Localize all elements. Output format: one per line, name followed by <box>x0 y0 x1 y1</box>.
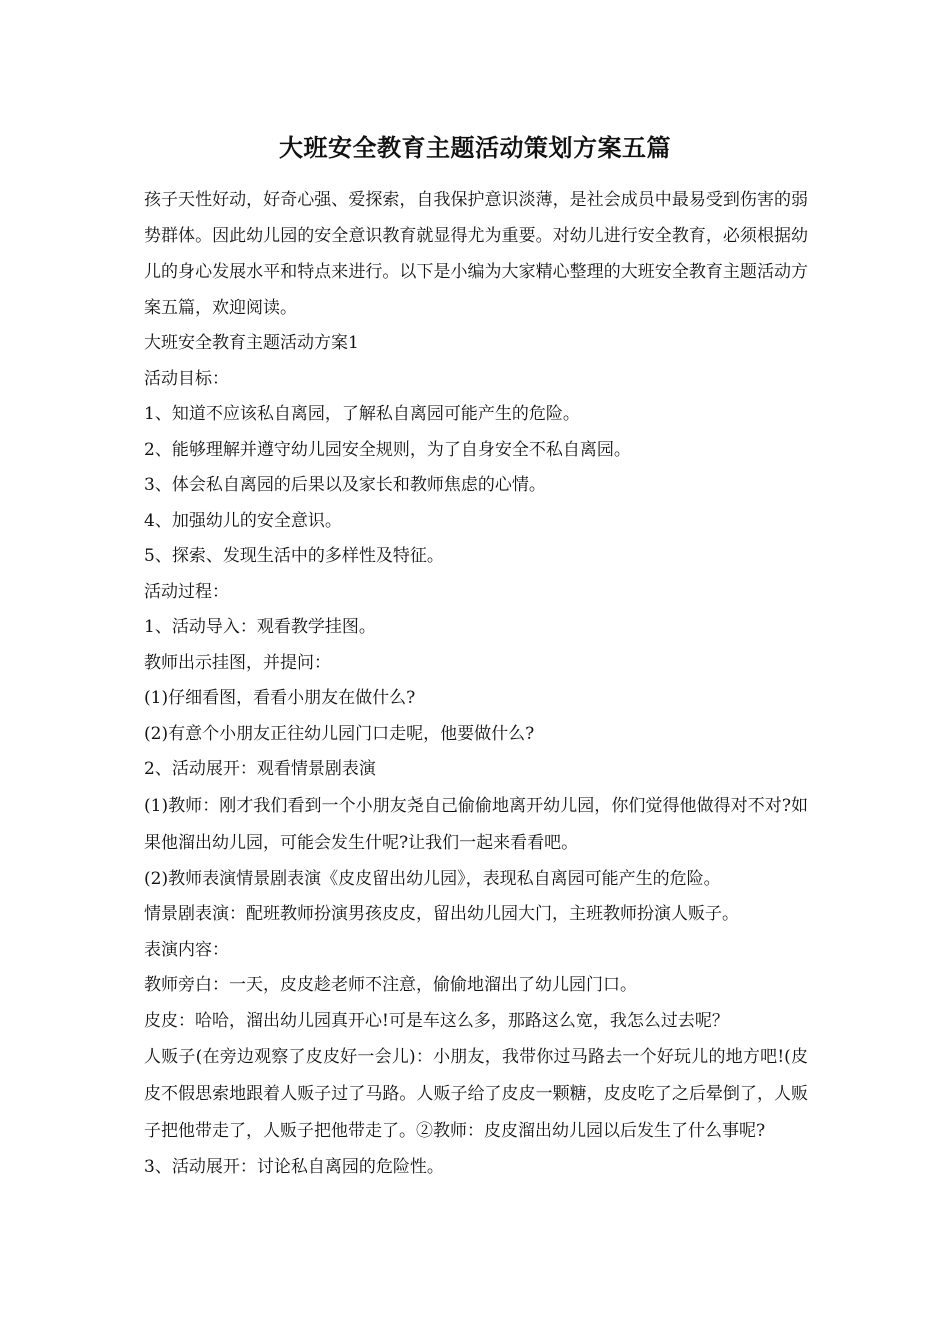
goal-item: 5、探索、发现生活中的多样性及特征。 <box>144 546 444 566</box>
goal-item: 4、加强幼儿的安全意识。 <box>144 510 342 531</box>
text-paragraph: 表演内容： <box>144 939 229 960</box>
intro-section <box>144 182 808 326</box>
section-heading: 大班安全教育主题活动方案1 <box>144 333 359 353</box>
text-paragraph: (1)教师：刚才我们看到一个小朋友尧自己偷偷地离开幼儿园，你们觉得他做得对不对?如果他溜出幼儿园，可能会发生什呢?让我们一起来看看吧。 <box>144 795 808 853</box>
text-paragraph: 皮皮：哈哈，溜出幼儿园真开心!可是车这么多，那路这么宽，我怎么过去呢？ <box>144 1010 729 1031</box>
question-item: (1)仔细看图，看看小朋友在做什么? <box>144 688 416 708</box>
goal-item: 2、能够理解并遵守幼儿园安全规则，为了自身安全不私自离园。 <box>144 439 631 460</box>
goals-heading: 活动目标： <box>144 368 229 389</box>
process-step: 2、活动展开：观看情景剧表演 <box>144 759 376 779</box>
process-step: 3、活动展开：讨论私自离园的危险性。 <box>144 1157 444 1177</box>
process-heading: 活动过程： <box>144 581 229 602</box>
intro-paragraph: 孩子天性好动，好奇心强、爱探索，自我保护意识淡薄，是社会成员中最易受到伤害的弱势群体。因此幼儿园的安全意识教育就显得尤为重要。对幼儿进行安全教育，必须根据幼儿的身心发展水平和特点来进行。以下是小编为大家精心整理的大班安全教育主题活动方案五篇，欢迎阅读。 <box>144 190 808 318</box>
document-title: 大班安全教育主题活动策划方案五篇 <box>279 133 671 162</box>
document-body <box>144 182 808 1186</box>
text-paragraph: 情景剧表演：配班教师扮演男孩皮皮，留出幼儿园大门，主班教师扮演人贩子。 <box>144 904 739 924</box>
goal-item: 3、体会私自离园的后果以及家长和教师焦虑的心情。 <box>144 475 546 495</box>
content-section <box>144 326 808 1186</box>
text-paragraph: (2)教师表演情景剧表演《皮皮留出幼儿园》，表现私自离园可能产生的危险。 <box>144 868 721 889</box>
text-paragraph: 人贩子(在旁边观察了皮皮好一会儿)：小朋友，我带你过马路去一个好玩儿的地方吧!(皮皮不假思索地跟着人贩子过了马路。人贩子给了皮皮一颗糖，皮皮吃了之后晕倒了，人贩子把他带走了，人贩子把他带走了。②教师：皮皮溜出幼儿园以后发生了什么事呢? <box>144 1047 808 1141</box>
process-step: 1、活动导入：观看教学挂图。 <box>144 617 376 637</box>
goal-item: 1、知道不应该私自离园，了解私自离园可能产生的危险。 <box>144 404 580 424</box>
text-paragraph: 教师旁白：一天，皮皮趁老师不注意，偷偷地溜出了幼儿园门口。 <box>144 975 637 995</box>
text-paragraph: 教师出示挂图，并提问： <box>144 652 331 673</box>
question-item: (2)有意个小朋友正往幼儿园门口走呢，他要做什么? <box>144 723 535 744</box>
